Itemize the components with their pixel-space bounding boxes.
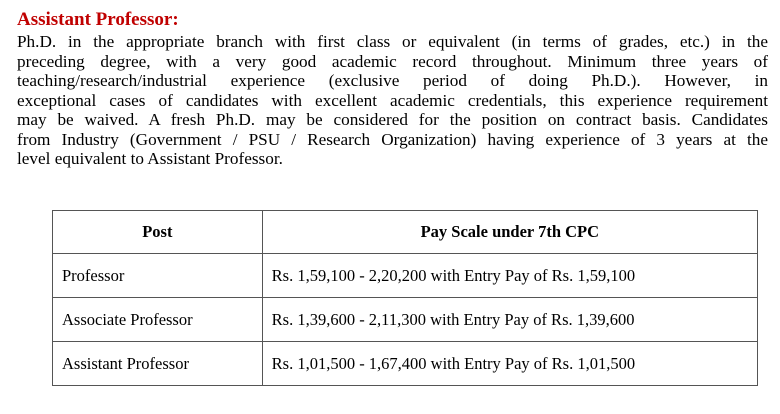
paragraph-line: teaching/research/industrial experience (exclusive period of doing Ph.D.). However, in bbox=[17, 71, 768, 90]
post-cell: Professor bbox=[53, 254, 263, 298]
table-row bbox=[53, 298, 758, 342]
section-heading: Assistant Professor: bbox=[17, 9, 179, 30]
table-row bbox=[53, 254, 758, 298]
post-cell: Associate Professor bbox=[53, 298, 263, 342]
paragraph-line: level equivalent to Assistant Professor. bbox=[17, 149, 283, 168]
pay-scale-cell: Rs. 1,01,500 - 1,67,400 with Entry Pay of Rs. 1,01,500 bbox=[262, 342, 757, 386]
table-header-row bbox=[53, 211, 758, 254]
pay-scale-table bbox=[52, 210, 758, 386]
column-header-post: Post bbox=[53, 211, 263, 254]
paragraph-line: Ph.D. in the appropriate branch with first class or equivalent (in terms of grades, etc.) in the bbox=[17, 32, 768, 51]
pay-scale-cell: Rs. 1,39,600 - 2,11,300 with Entry Pay of Rs. 1,39,600 bbox=[262, 298, 757, 342]
post-cell: Assistant Professor bbox=[53, 342, 263, 386]
eligibility-paragraph bbox=[17, 32, 768, 169]
paragraph-line: preceding degree, with a very good academic record throughout. Minimum three years of bbox=[17, 51, 768, 71]
column-header-pay-scale: Pay Scale under 7th CPC bbox=[262, 211, 757, 254]
table-row bbox=[53, 342, 758, 386]
paragraph-line: from Industry (Government / PSU / Research Organization) having experience of 3 years at the bbox=[17, 129, 768, 149]
paragraph-line: may be waived. A fresh Ph.D. may be considered for the position on contract basis. Candidates bbox=[17, 110, 768, 129]
pay-scale-cell: Rs. 1,59,100 - 2,20,200 with Entry Pay of Rs. 1,59,100 bbox=[262, 254, 757, 298]
paragraph-line: exceptional cases of candidates with excellent academic credentials, this experience requirement bbox=[17, 90, 768, 110]
